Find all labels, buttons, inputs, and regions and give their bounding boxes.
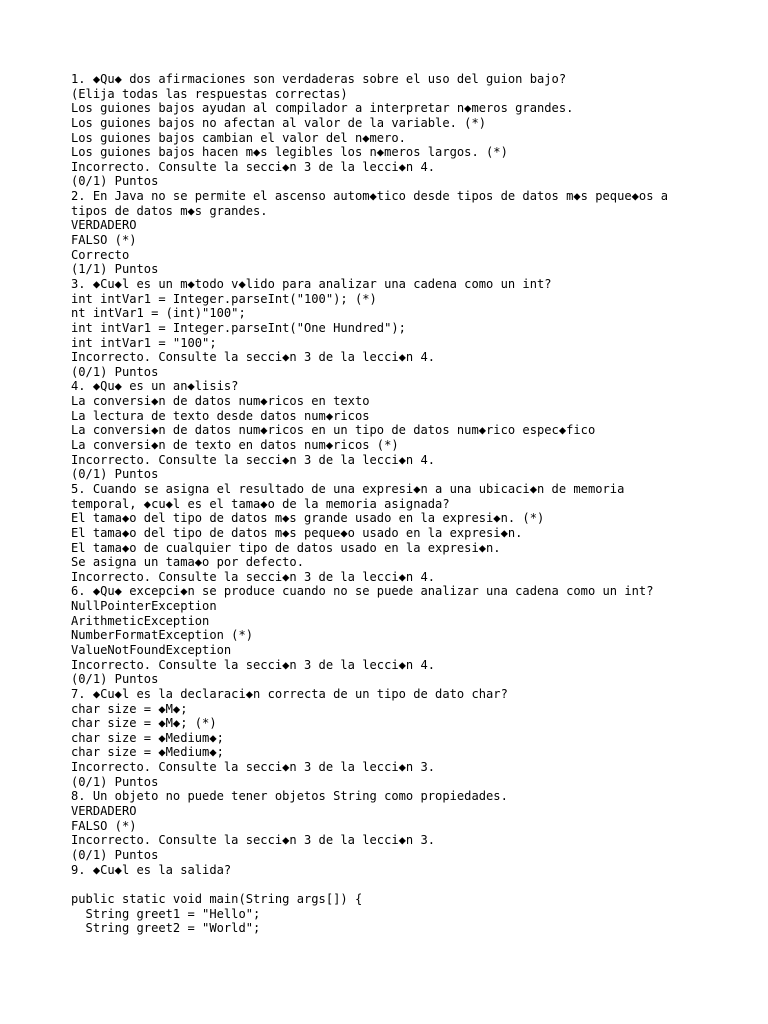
text-line: NumberFormatException (*) [71, 628, 254, 643]
text-line: Los guiones bajos ayudan al compilador a interpretar n◆meros grandes. [71, 101, 574, 116]
text-line: 1. ◆Qu◆ dos afirmaciones son verdaderas sobre el uso del guion bajo? [71, 72, 567, 86]
text-line: (Elija todas las respuestas correctas) [71, 86, 348, 101]
text-line: ArithmeticException [71, 613, 210, 628]
text-line: 6. ◆Qu◆ excepci◆n se produce cuando no se puede analizar una cadena como un int? [71, 584, 654, 599]
text-line: ValueNotFoundException [71, 642, 232, 657]
text-line: Incorrecto. Consulte la secci◆n 3 de la lecci◆n 3. [71, 833, 436, 848]
text-line: int intVar1 = Integer.parseInt("One Hundred"); [71, 320, 406, 335]
text-line: 9. ◆Cu◆l es la salida? [71, 862, 232, 877]
text-line: Incorrecto. Consulte la secci◆n 3 de la lecci◆n 4. [71, 452, 436, 467]
text-line: Incorrecto. Consulte la secci◆n 3 de la lecci◆n 3. [71, 760, 436, 775]
text-line: String greet1 = "Hello"; [71, 906, 261, 921]
text-line: 4. ◆Qu◆ es un an◆lisis? [71, 379, 239, 394]
text-line: El tama◆o del tipo de datos m◆s grande usado en la expresi◆n. (*) [71, 511, 545, 526]
text-line: (0/1) Puntos [71, 774, 159, 789]
text-line: Incorrecto. Consulte la secci◆n 3 de la lecci◆n 4. [71, 569, 436, 584]
text-line: 3. ◆Cu◆l es un m◆todo v◆lido para analizar una cadena como un int? [71, 276, 552, 291]
text-line: Incorrecto. Consulte la secci◆n 3 de la lecci◆n 4. [71, 350, 436, 365]
text-line: Correcto [71, 247, 130, 262]
text-line: La conversi◆n de datos num◆ricos en un tipo de datos num◆rico espec◆fico [71, 423, 596, 438]
text-line: Se asigna un tama◆o por defecto. [71, 555, 304, 570]
text-line [71, 877, 758, 892]
text-line: VERDADERO [71, 804, 137, 819]
text-line: (0/1) Puntos [71, 847, 159, 862]
text-line: char size = ◆Medium◆; [71, 730, 224, 745]
text-line: Incorrecto. Consulte la secci◆n 3 de la lecci◆n 4. [71, 159, 436, 174]
text-line: El tama◆o de cualquier tipo de datos usado en la expresi◆n. [71, 540, 501, 555]
text-line: char size = ◆M◆; [71, 701, 188, 716]
text-line: FALSO (*) [71, 818, 137, 833]
text-line: La conversi◆n de texto en datos num◆ricos (*) [71, 438, 399, 453]
text-line: (0/1) Puntos [71, 672, 159, 687]
text-line: FALSO (*) [71, 233, 137, 248]
text-line: 2. En Java no se permite el ascenso autom◆tico desde tipos de datos m◆s peque◆os a [71, 189, 669, 204]
text-line: VERDADERO [71, 218, 137, 233]
text-line: public static void main(String args[]) { [71, 891, 363, 906]
text-line: La conversi◆n de datos num◆ricos en texto [71, 394, 370, 409]
text-line: 7. ◆Cu◆l es la declaraci◆n correcta de un tipo de dato char? [71, 686, 508, 701]
text-line: String greet2 = "World"; [71, 921, 261, 936]
text-line: int intVar1 = Integer.parseInt("100"); (*) [71, 291, 377, 306]
text-line: tipos de datos m◆s grandes. [71, 203, 268, 218]
text-line: Los guiones bajos no afectan al valor de la variable. (*) [71, 115, 487, 130]
text-line: Los guiones bajos cambian el valor del n◆mero. [71, 130, 406, 145]
text-line: temporal, ◆cu◆l es el tama◆o de la memoria asignada? [71, 496, 450, 511]
text-line: NullPointerException [71, 599, 217, 614]
text-line: Incorrecto. Consulte la secci◆n 3 de la lecci◆n 4. [71, 657, 436, 672]
text-line: El tama◆o del tipo de datos m◆s peque◆o usado en la expresi◆n. [71, 525, 523, 540]
text-line: int intVar1 = "100"; [71, 335, 217, 350]
text-line: char size = ◆M◆; (*) [71, 716, 217, 731]
text-line: char size = ◆Medium◆; [71, 745, 224, 760]
text-line: La lectura de texto desde datos num◆ricos [71, 408, 370, 423]
text-line: Los guiones bajos hacen m◆s legibles los n◆meros largos. (*) [71, 145, 508, 160]
text-line: (0/1) Puntos [71, 174, 159, 189]
text-line: 8. Un objeto no puede tener objetos String como propiedades. [71, 789, 508, 804]
text-line: (0/1) Puntos [71, 467, 159, 482]
text-line: nt intVar1 = (int)"100"; [71, 306, 246, 321]
document-page [71, 72, 758, 936]
text-line: 5. Cuando se asigna el resultado de una expresi◆n a una ubicaci◆n de memoria [71, 481, 625, 496]
text-line: (0/1) Puntos [71, 364, 159, 379]
text-line: (1/1) Puntos [71, 262, 159, 277]
